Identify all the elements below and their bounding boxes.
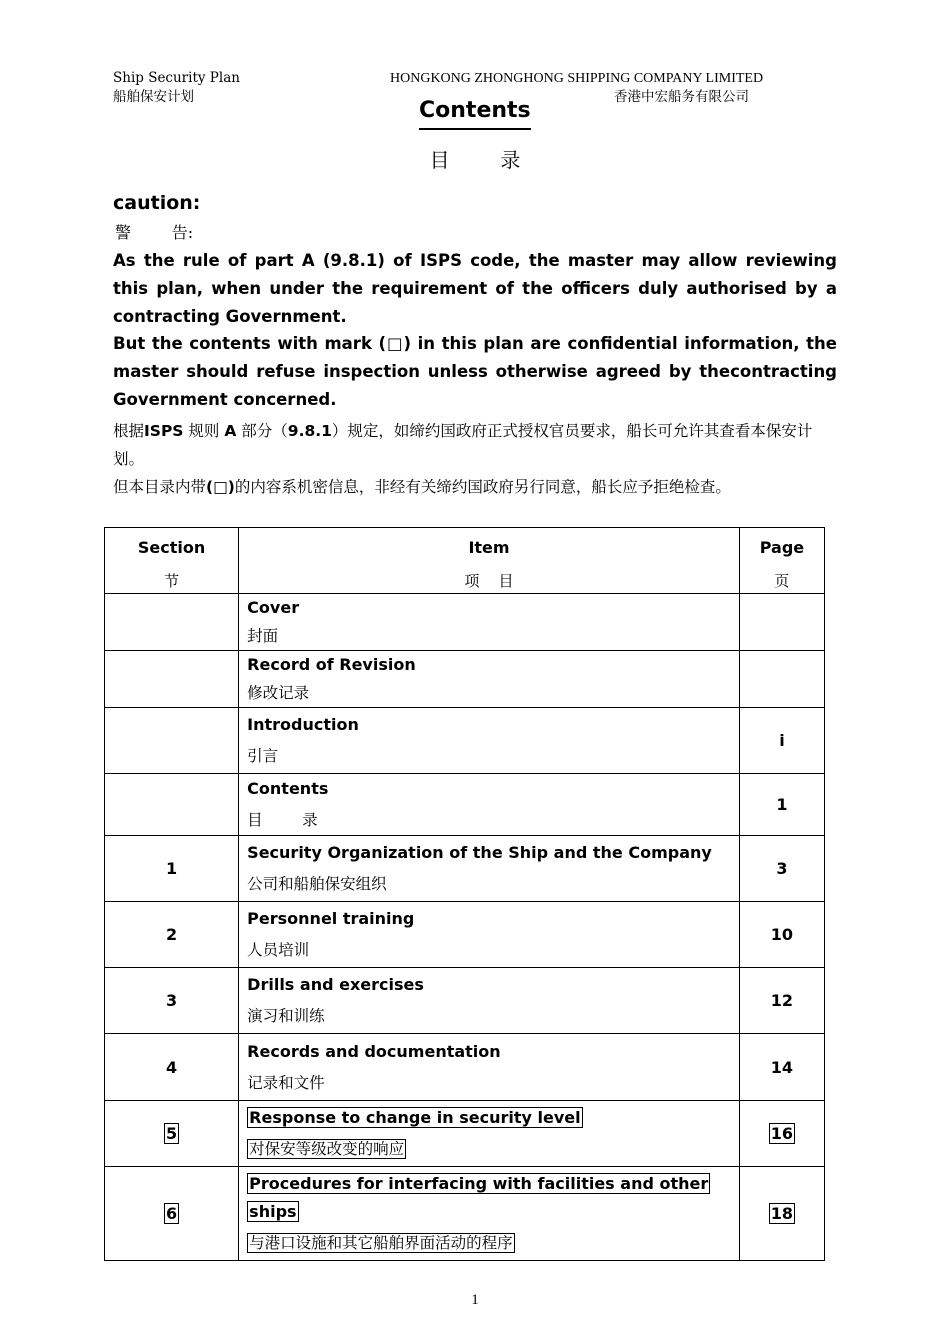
confidential-mark-page: 18 (770, 1204, 794, 1223)
header-section (105, 528, 239, 594)
zh1-post: ）规定，如缔约国政府正式授权官员要求，船长可允许其查看本保安计划。 (113, 422, 813, 468)
row-item (239, 836, 740, 902)
zh2-bold-mark: (□) (206, 478, 235, 496)
header-page-zh: 页 (774, 572, 790, 590)
row-page: 14 (739, 1034, 824, 1101)
table-header-row (105, 528, 825, 594)
row-page (739, 1101, 824, 1167)
row-page: 1 (739, 774, 824, 836)
contents-table (104, 527, 825, 1261)
row-page: i (739, 708, 824, 774)
row-page: 12 (739, 968, 824, 1034)
table-row (105, 836, 825, 902)
row-item-en: Personnel training (247, 909, 415, 928)
caution-heading: caution: (113, 192, 201, 214)
header-item-zh: 项 目 (464, 572, 514, 590)
row-item-zh-wrap (247, 1135, 733, 1163)
row-item-zh: 目 录 (247, 811, 318, 829)
table-row (105, 594, 825, 651)
row-item-en: Response to change in security level (249, 1108, 581, 1127)
row-item-zh: 与港口设施和其它船舶界面活动的程序 (249, 1234, 513, 1252)
row-item (239, 1101, 740, 1167)
header-section-zh: 节 (164, 572, 180, 590)
row-item-zh: 记录和文件 (247, 1073, 325, 1092)
confidential-mark-page: 16 (770, 1124, 794, 1143)
caution-paragraph-1: As the rule of part A (9.8.1) of ISPS code, the master may allow reviewing this plan, when under the requirement of the officers duly authorised by a contracting Government. (113, 251, 837, 326)
row-page: 10 (739, 902, 824, 968)
zh2-post: 的内容系机密信息，非经有关缔约国政府另行同意，船长应予拒绝检查。 (234, 478, 731, 496)
row-item-zh: 公司和船舶保安组织 (247, 875, 387, 893)
row-item-en: Drills and exercises (247, 975, 424, 994)
row-section: 3 (105, 968, 239, 1034)
table-row (105, 1034, 825, 1101)
caution-heading-zh: 警 告: (115, 223, 194, 242)
row-item (239, 1167, 740, 1261)
row-item (239, 1034, 740, 1101)
row-page: 3 (739, 836, 824, 902)
zh1-bold-isps: ISPS (144, 422, 184, 440)
header-doc-title (113, 69, 240, 107)
row-item-en: Security Organization of the Ship and the Company (247, 843, 712, 862)
row-item-en-wrap (247, 1104, 733, 1132)
row-section (105, 774, 239, 836)
zh1-pre: 根据 (113, 422, 145, 440)
row-section: 1 (105, 836, 239, 902)
row-item (239, 594, 740, 651)
row-section (105, 1101, 239, 1167)
caution-paragraph-2: But the contents with mark (□) in this plan are confidential information, the master should refuse inspection unless otherwise agreed by thecontracting Government concerned. (113, 334, 837, 409)
row-item (239, 651, 740, 708)
row-item (239, 708, 740, 774)
row-section: 4 (105, 1034, 239, 1101)
zh1-bold-a: A (224, 422, 237, 440)
zh1-bold-ref: 9.8.1 (287, 422, 332, 440)
table-row-confidential (105, 1167, 825, 1261)
zh1-mid1: 规则 (183, 422, 225, 440)
row-item-en: Introduction (247, 715, 359, 734)
row-section (105, 1167, 239, 1261)
table-row (105, 968, 825, 1034)
table-row-confidential (105, 1101, 825, 1167)
row-item-en: Procedures for interfacing with facilities and other ships (249, 1174, 709, 1221)
row-item-zh: 修改记录 (247, 684, 310, 702)
row-item (239, 774, 740, 836)
row-page (739, 1167, 824, 1261)
row-item-en: Record of Revision (247, 655, 416, 674)
row-item-en: Cover (247, 598, 300, 617)
row-item-zh: 演习和训练 (247, 1007, 325, 1025)
row-item-en: Contents (247, 779, 329, 798)
zh1-mid2: 部分（ (236, 422, 288, 440)
confidential-mark-section: 6 (166, 1204, 178, 1223)
header-page (739, 528, 824, 594)
confidential-mark-section: 5 (166, 1124, 178, 1143)
row-item-en-wrap (247, 1170, 733, 1226)
row-item-zh-wrap (247, 1229, 733, 1257)
header-company-en: HONGKONG ZHONGHONG SHIPPING COMPANY LIMITED (390, 71, 764, 86)
page-title-en: Contents (419, 96, 531, 130)
row-page (739, 594, 824, 651)
row-item-zh: 引言 (247, 747, 279, 765)
page-number: 1 (471, 1292, 479, 1308)
zh2-pre: 但本目录内带 (113, 478, 207, 496)
header-company-zh: 香港中宏船务有限公司 (614, 89, 749, 105)
row-item-zh: 对保安等级改变的响应 (249, 1140, 405, 1158)
table-row (105, 651, 825, 708)
row-item (239, 902, 740, 968)
header-item (239, 528, 740, 594)
caution-paragraph-zh-2 (113, 473, 839, 501)
row-item-en: Records and documentation (247, 1041, 501, 1061)
table-row (105, 708, 825, 774)
row-item (239, 968, 740, 1034)
table-row (105, 774, 825, 836)
header-doc-title-en: Ship Security Plan (113, 70, 240, 86)
row-page (739, 651, 824, 708)
row-section (105, 594, 239, 651)
row-section (105, 651, 239, 708)
caution-paragraph-zh-1 (113, 417, 839, 473)
header-doc-title-zh: 船舶保安计划 (113, 89, 194, 105)
header-page-en: Page (759, 538, 805, 557)
header-section-en: Section (137, 538, 206, 557)
row-section: 2 (105, 902, 239, 968)
table-row (105, 902, 825, 968)
row-section (105, 708, 239, 774)
row-item-zh: 封面 (247, 627, 279, 645)
row-item-zh: 人员培训 (247, 941, 310, 959)
header-item-en: Item (468, 538, 510, 557)
page-title-zh: 目 录 (429, 148, 521, 172)
